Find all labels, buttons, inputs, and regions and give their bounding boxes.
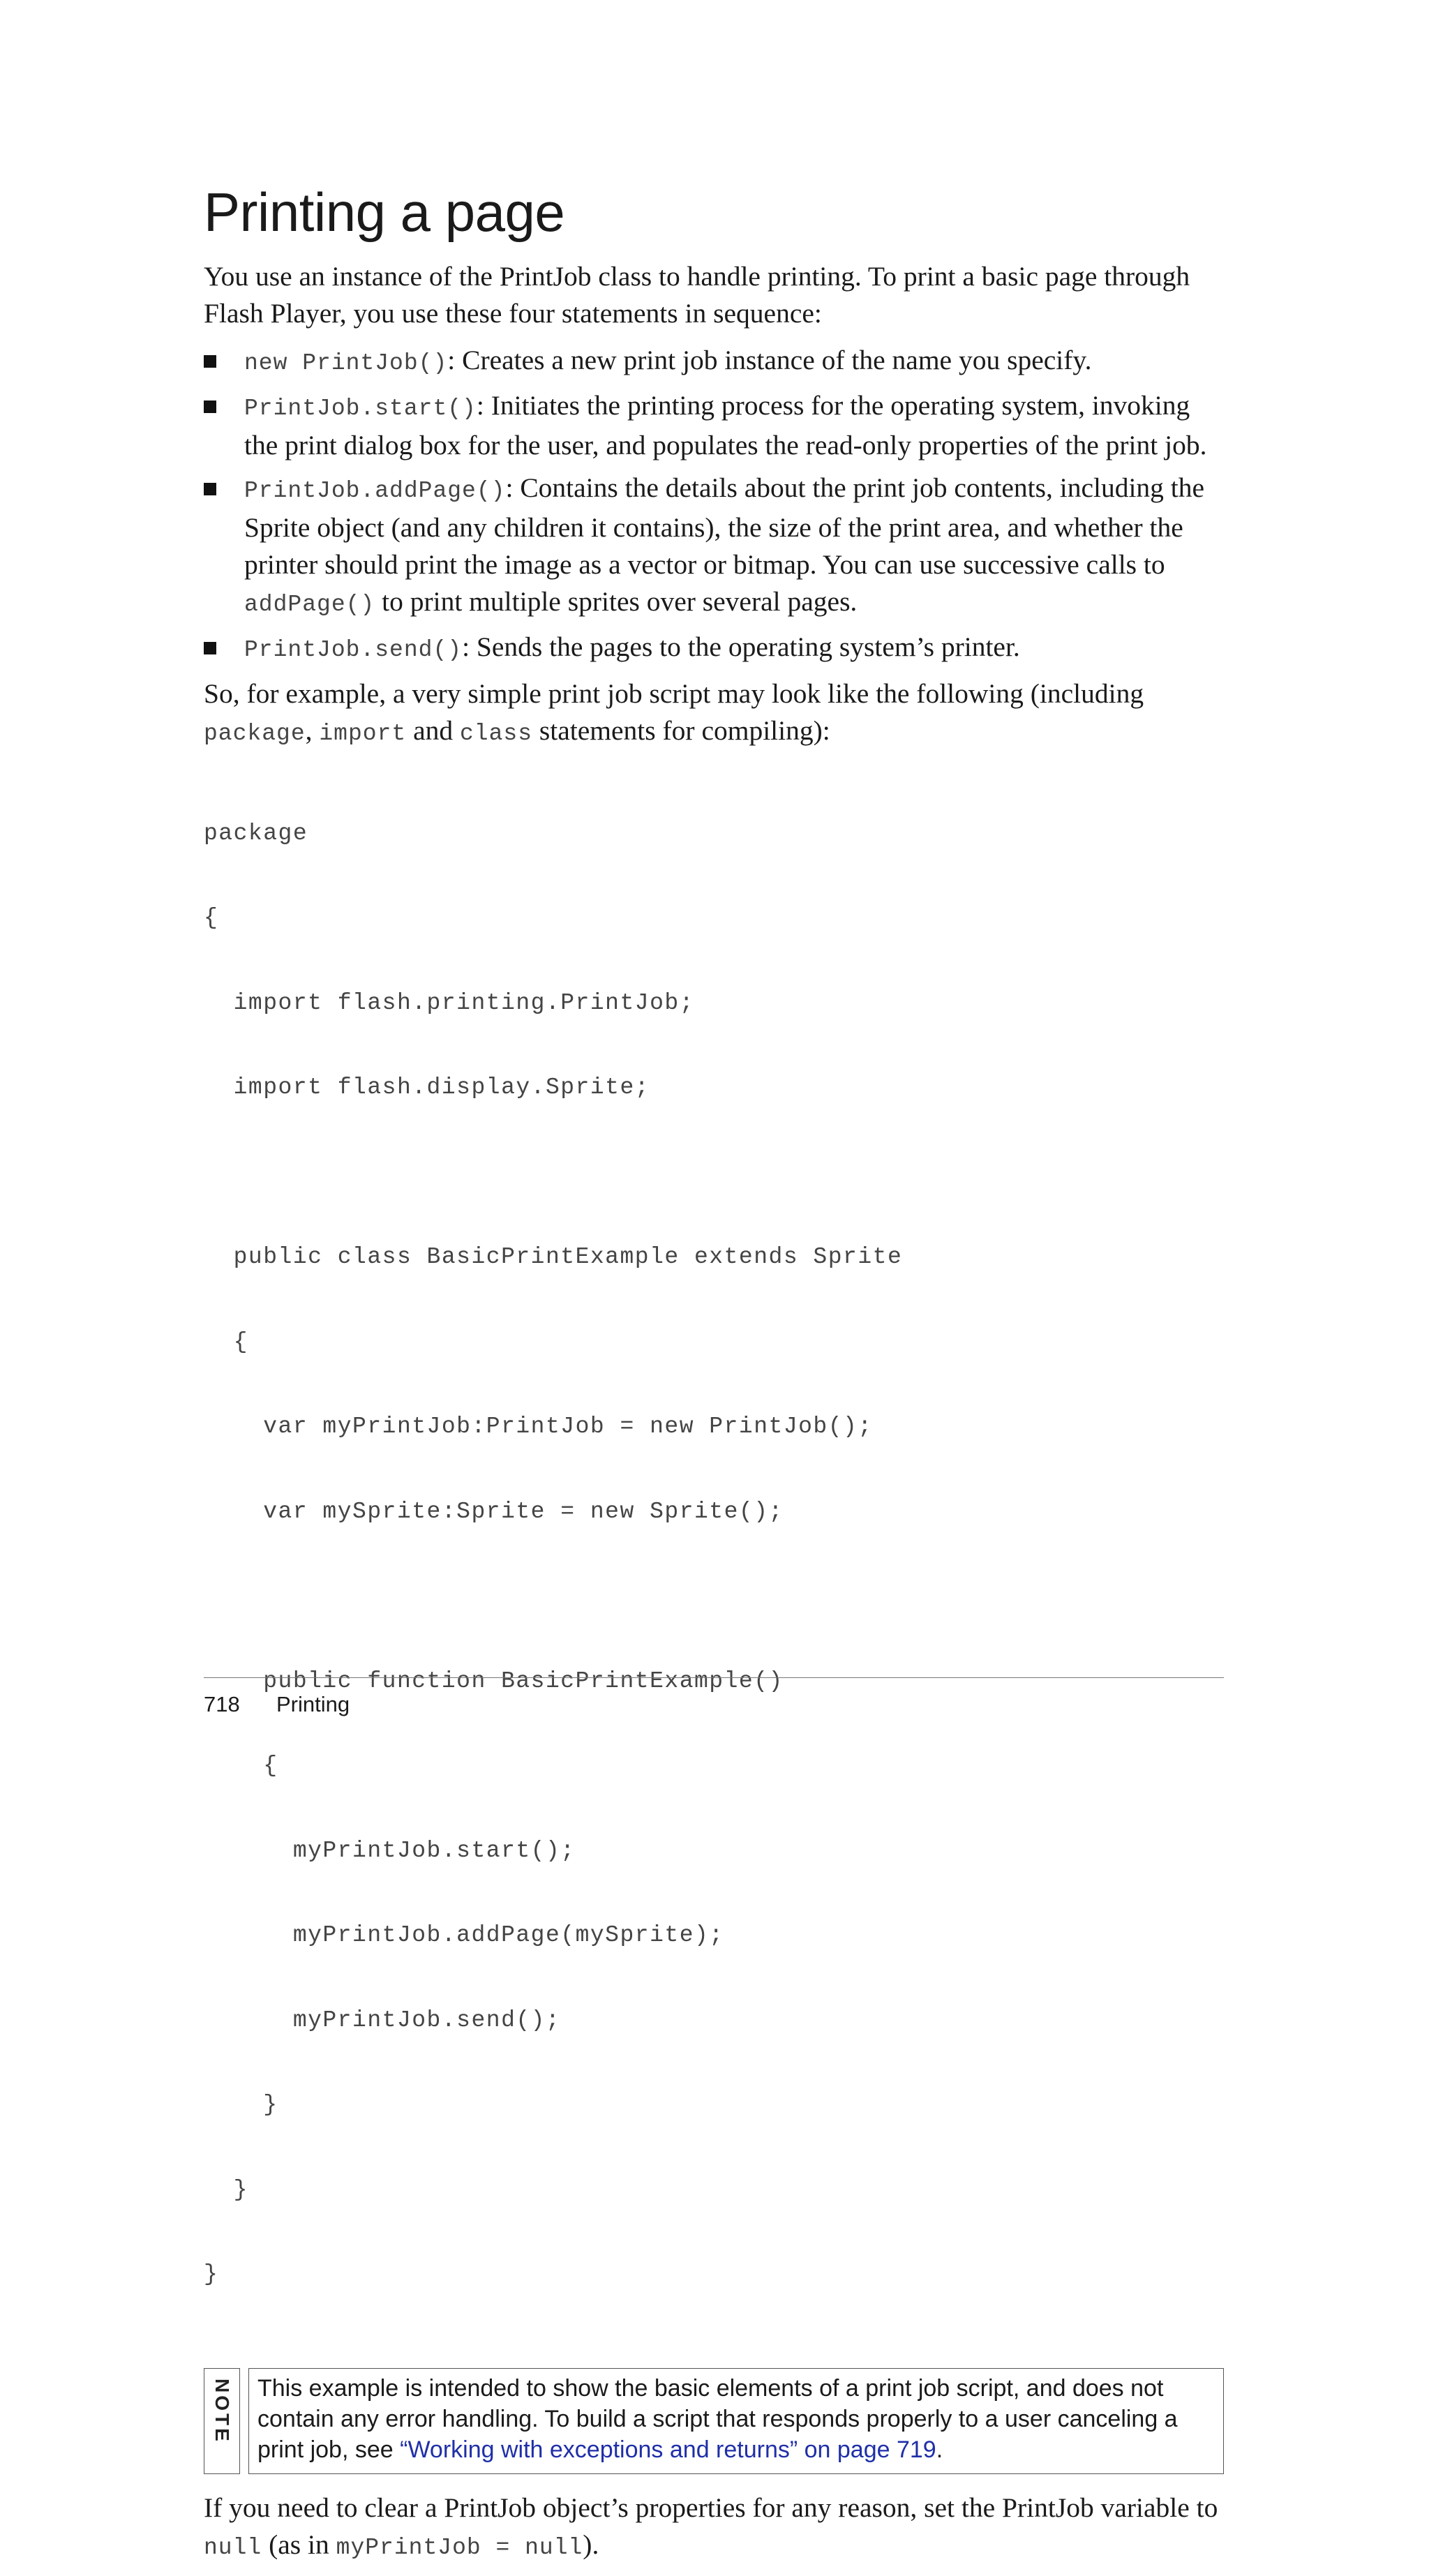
list-item-text: : Contains the details about the print job contents, including the Sprite object (and any children it contains), the size of the print area, and whether the printer should print the image as a vector or bitmap. You can use successive calls to <box>244 472 1205 580</box>
note-text: This example is intended to show the basic elements of a print job script, and does not contain any error handling. To build a script that responds properly to a user canceling a print job, see <box>257 2374 1178 2463</box>
inline-code: PrintJob.send() <box>244 636 463 663</box>
section-name: Printing <box>276 1692 350 1716</box>
page-number: 718 <box>204 1692 240 1716</box>
code-line: myPrintJob.addPage(mySprite); <box>204 1922 724 1949</box>
note-body <box>248 2368 1224 2474</box>
list-item-text: : Initiates the printing process for the operating system, invoking the print dialog box for the user, and populates the read-only properties of the print job. <box>244 389 1207 460</box>
list-item-text: : Creates a new print job instance of the name you specify. <box>447 344 1092 375</box>
code-block <box>204 763 1224 2346</box>
list-item <box>204 387 1224 464</box>
paragraph-text: If you need to clear a PrintJob object’s properties for any reason, set the PrintJob variable to <box>204 2492 1218 2523</box>
bullet-square-icon <box>204 483 216 495</box>
code-line: public function BasicPrintExample() <box>204 1668 784 1694</box>
inline-code: new PrintJob() <box>244 350 448 376</box>
page-content <box>204 181 1224 2576</box>
inline-code: PrintJob.start() <box>244 395 477 421</box>
example-paragraph <box>204 675 1224 752</box>
page-footer <box>204 1677 1224 1717</box>
note-box <box>204 2368 1224 2474</box>
note-text-end: . <box>936 2436 943 2463</box>
code-line <box>204 1582 1224 1611</box>
code-line: myPrintJob.send(); <box>204 2007 561 2033</box>
code-line: var myPrintJob:PrintJob = new PrintJob(); <box>204 1414 873 1440</box>
code-line: } <box>204 2261 219 2288</box>
inline-code: myPrintJob = null <box>336 2534 583 2561</box>
bullet-square-icon <box>204 355 216 368</box>
cross-reference-link[interactable]: “Working with exceptions and returns” on page 719 <box>400 2436 936 2463</box>
inline-code: class <box>460 720 533 747</box>
code-line: import flash.display.Sprite; <box>204 1074 650 1101</box>
paragraph-text: statements for compiling): <box>532 714 830 746</box>
code-line: myPrintJob.start(); <box>204 1837 576 1864</box>
paragraph-text: ). <box>583 2529 599 2560</box>
code-line: { <box>204 1328 248 1355</box>
code-line: { <box>204 905 219 931</box>
inline-code: package <box>204 720 306 747</box>
code-line: { <box>204 1753 278 1779</box>
code-line: var mySprite:Sprite = new Sprite(); <box>204 1498 784 1525</box>
list-item-text: to print multiple sprites over several pages. <box>375 585 858 617</box>
inline-code: addPage() <box>244 591 375 617</box>
closing-paragraph <box>204 2489 1224 2566</box>
bullet-square-icon <box>204 400 216 413</box>
code-line: } <box>204 2092 278 2118</box>
bullet-square-icon <box>204 642 216 654</box>
paragraph-text: , <box>305 714 320 746</box>
paragraph-text: and <box>406 714 460 746</box>
inline-code: PrintJob.addPage() <box>244 477 506 504</box>
list-item <box>204 342 1224 382</box>
inline-code: import <box>319 720 407 747</box>
code-line: public class BasicPrintExample extends Sprite <box>204 1244 903 1271</box>
inline-code: null <box>204 2534 262 2561</box>
list-item-text: : Sends the pages to the operating system’s printer. <box>462 631 1020 662</box>
paragraph-text: So, for example, a very simple print job script may look like the following (including <box>204 677 1144 709</box>
code-line: package <box>204 820 308 846</box>
intro-paragraph: You use an instance of the PrintJob class to handle printing. To print a basic page through Flash Player, you use these four statements in sequence: <box>204 260 1190 329</box>
note-label: NOTE <box>211 2378 233 2444</box>
code-line: import flash.printing.PrintJob; <box>204 989 695 1016</box>
list-item <box>204 629 1224 668</box>
paragraph-text: (as in <box>262 2529 336 2560</box>
statement-list <box>204 342 1224 668</box>
code-line <box>204 1159 1224 1188</box>
code-line: } <box>204 2176 248 2203</box>
note-label-tab <box>204 2368 240 2474</box>
page-title: Printing a page <box>204 181 565 243</box>
list-item <box>204 470 1224 623</box>
